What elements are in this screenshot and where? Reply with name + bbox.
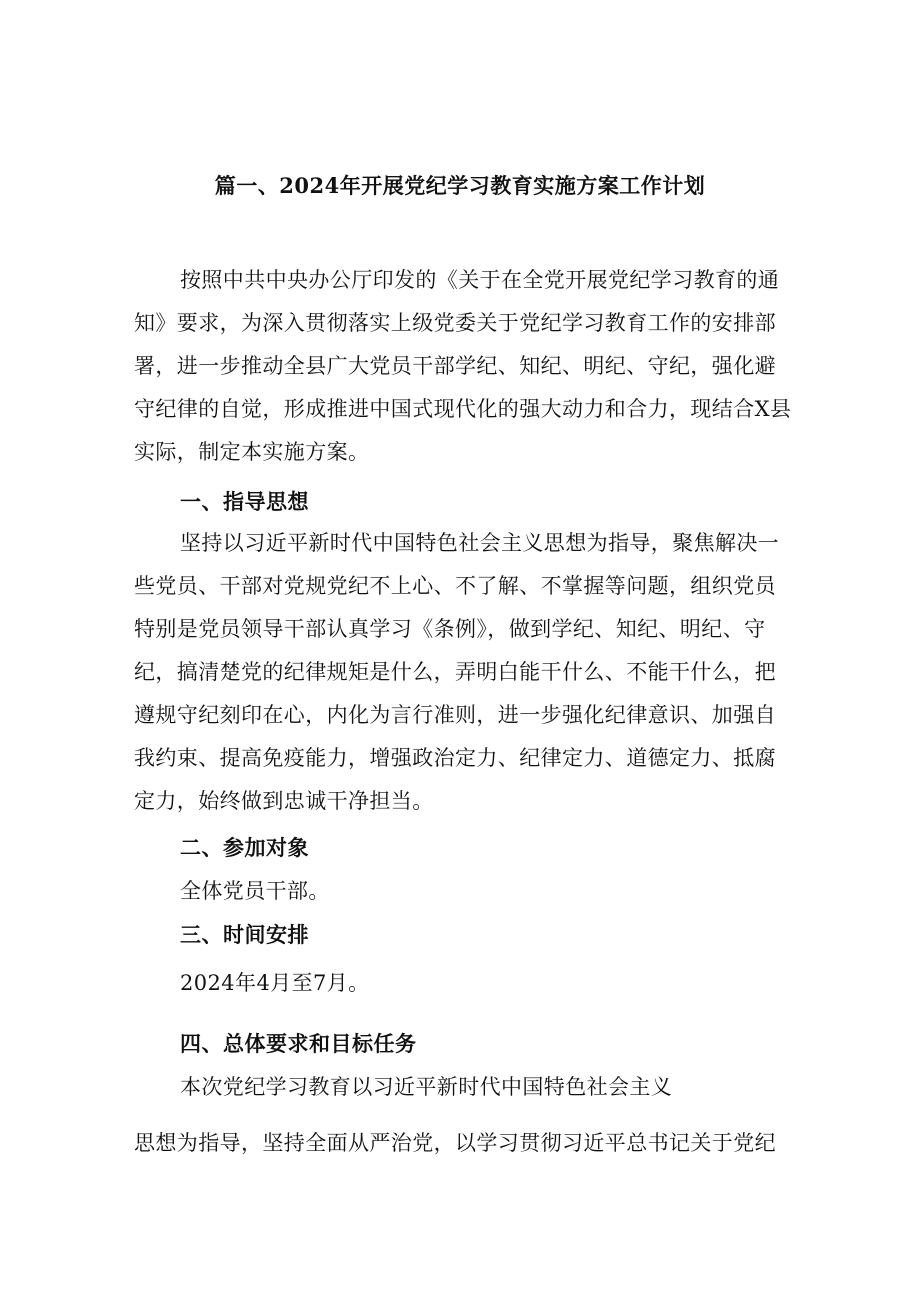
section-heading-schedule: 三、时间安排 — [180, 922, 309, 947]
section-heading-participants: 二、参加对象 — [180, 835, 309, 860]
paragraph-line: 遵规守纪刻印在心，内化为言行准则，进一步强化纪律意识、加强自 — [134, 703, 776, 727]
intro-line: 按照中共中央办公厅印发的《关于在全党开展党纪学习教育的通 — [180, 268, 780, 292]
paragraph-line: 坚持以习近平新时代中国特色社会主义思想为指导，聚焦解决一 — [180, 531, 780, 555]
paragraph-line: 特别是党员领导干部认真学习《条例》，做到学纪、知纪、明纪、守 — [134, 617, 766, 641]
document-title: 篇一、2024年开展党纪学习教育实施方案工作计划 — [214, 173, 706, 198]
requirements-line: 本次党纪学习教育以习近平新时代中国特色社会主义 — [180, 1075, 673, 1099]
section-heading-guiding-thought: 一、指导思想 — [180, 489, 309, 514]
guiding-thought-paragraph — [134, 522, 794, 823]
participants-text: 全体党员干部。 — [180, 879, 330, 903]
section-heading-requirements: 四、总体要求和目标任务 — [180, 1031, 417, 1056]
intro-paragraph — [134, 259, 794, 474]
schedule-text: 2024年4月至7月。 — [180, 971, 370, 995]
intro-line: 实际，制定本实施方案。 — [134, 440, 370, 464]
intro-line: 知》要求，为深入贯彻落实上级党委关于党纪学习教育工作的安排部 — [134, 311, 776, 335]
paragraph-line: 些党员、干部对党规党纪不上心、不了解、不掌握等问题，组织党员 — [134, 574, 776, 598]
requirements-line: 思想为指导，坚持全面从严治党，以学习贯彻习近平总书记关于党纪 — [134, 1131, 776, 1155]
paragraph-line: 定力，始终做到忠诚干净担当。 — [134, 789, 434, 813]
paragraph-line: 纪，搞清楚党的纪律规矩是什么，弄明白能干什么、不能干什么，把 — [134, 660, 776, 684]
intro-line: 守纪律的自觉，形成推进中国式现代化的强大动力和合力，现结合X县 — [134, 397, 792, 421]
paragraph-line: 我约束、提高免疫能力，增强政治定力、纪律定力、道德定力、抵腐 — [134, 746, 776, 770]
intro-line: 署，进一步推动全县广大党员干部学纪、知纪、明纪、守纪，强化避 — [134, 354, 776, 378]
